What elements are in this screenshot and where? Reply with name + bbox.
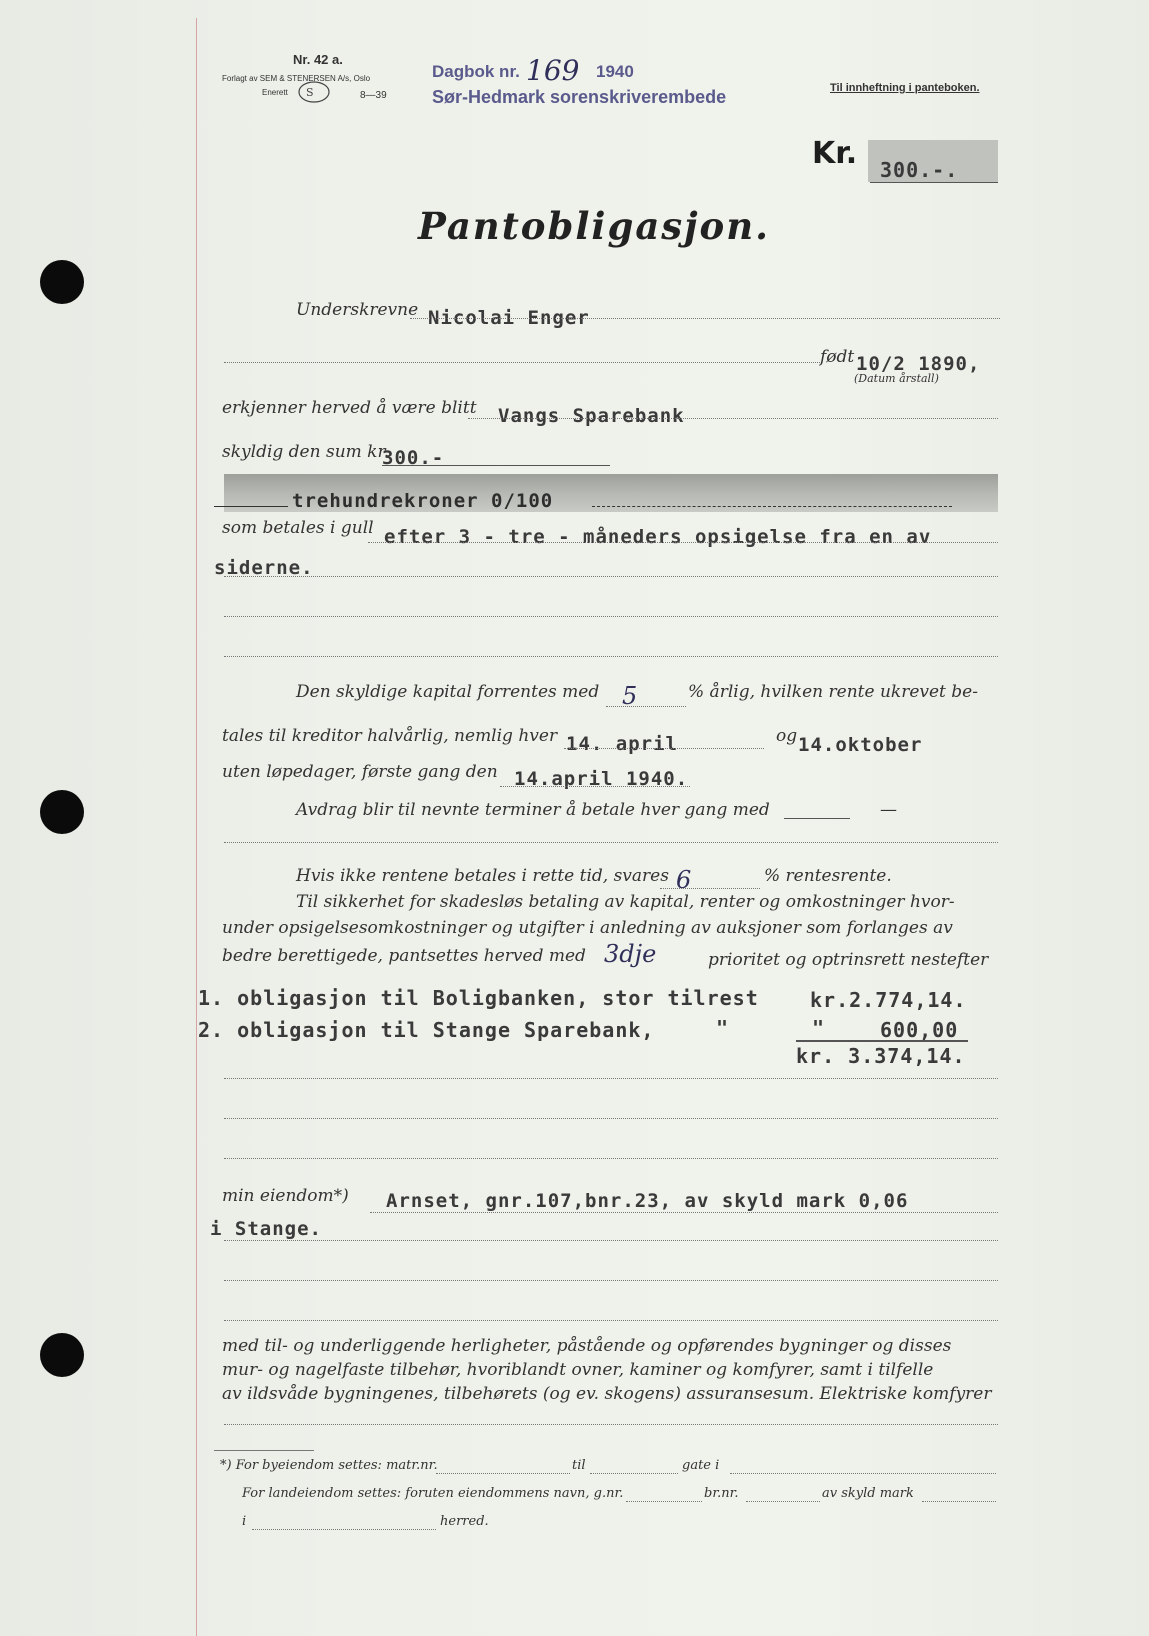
prior-obligation-2-ditto-2: " xyxy=(812,1016,826,1040)
prior-total: kr. 3.374,14. xyxy=(796,1044,966,1068)
installment-value: — xyxy=(880,800,897,820)
paid-terms-2: siderne. xyxy=(214,557,314,579)
closing-line-2: mur- og nagelfaste tilbehør, hvoriblandt ovner, kaminer og komfyrer, samt i tilfelle xyxy=(222,1360,934,1380)
property-rule-2 xyxy=(224,1240,998,1241)
margin-rule xyxy=(196,18,197,1636)
undersigned-line xyxy=(410,318,1000,319)
closing-line-3: av ildsvåde bygningenes, tilbehørets (og ev. skogens) assuransesum. Elektriske komfyrer xyxy=(222,1384,992,1404)
footnote-2c-line xyxy=(922,1501,996,1502)
prior-blank-line-1 xyxy=(224,1078,998,1079)
footnote-1c-line xyxy=(730,1473,996,1474)
owes-value: 300.- xyxy=(382,447,445,469)
paid-line-2 xyxy=(224,576,998,577)
security-line-3a: bedre berettigede, pantsettes herved med xyxy=(222,946,586,966)
property-rule-1 xyxy=(370,1212,998,1213)
footnote-rule xyxy=(214,1450,314,1451)
interest-text-2: % årlig, hvilken rente ukrevet be- xyxy=(688,682,978,702)
punch-hole-bottom xyxy=(40,1333,84,1377)
form-number: Nr. 42 a. xyxy=(293,52,343,67)
interest-rate: 5 xyxy=(622,682,638,710)
dagbok-label: Dagbok nr. xyxy=(432,62,520,81)
closing-blank-line xyxy=(224,1424,998,1425)
punch-hole-top xyxy=(40,260,84,304)
paid-terms-1: efter 3 - tre - måneders opsigelse fra en av xyxy=(384,526,932,548)
property-line-2: i Stange. xyxy=(210,1218,322,1240)
publisher-date: 8—39 xyxy=(360,90,387,101)
prior-blank-line-3 xyxy=(224,1158,998,1159)
pay-date-1: 14. april xyxy=(566,733,678,755)
amount-words-dash-left xyxy=(214,506,288,507)
interest-rate-line xyxy=(606,706,686,707)
footnote-2a-line xyxy=(626,1501,702,1502)
footnote-2b-line xyxy=(746,1501,820,1502)
blank-line xyxy=(224,362,820,363)
footnote-2c: av skyld mark xyxy=(822,1486,914,1501)
born-label: født xyxy=(820,347,855,367)
creditor-line xyxy=(468,418,998,419)
security-line-3b: prioritet og optrinsrett nestefter xyxy=(708,950,989,970)
pay-and: og xyxy=(776,726,798,746)
installment-text: Avdrag blir til nevnte terminer å betale hver gang med xyxy=(296,800,770,820)
undersigned-label: Underskrevne xyxy=(296,300,419,320)
prior-obligation-2: 2. obligasjon til Stange Sparebank, xyxy=(198,1018,655,1042)
security-line-2: under opsigelsesomkostninger og utgifter i anledning av auksjoner som forlanges av xyxy=(222,918,953,938)
property-label: min eiendom*) xyxy=(222,1186,349,1206)
born-note: (Datum årstall) xyxy=(854,372,939,385)
pay-date-1-line xyxy=(564,748,764,749)
late-text-2: % rentesrente. xyxy=(764,866,892,886)
late-rate-line xyxy=(660,888,760,889)
footnote-1a: *) For byeiendom settes: matr.nr. xyxy=(220,1458,438,1473)
pay-text-1: tales til kreditor halvårlig, nemlig hver xyxy=(222,726,558,746)
dagbok-year: 1940 xyxy=(596,62,634,81)
footnote-3a-line xyxy=(252,1529,436,1530)
amount-words-dash-right xyxy=(592,506,952,507)
prior-sum-rule xyxy=(796,1040,968,1042)
dagbok-number: 169 xyxy=(526,54,580,87)
amount-value: 300.-. xyxy=(880,158,959,182)
late-text-1: Hvis ikke rentene betales i rette tid, svares xyxy=(296,866,669,886)
paid-line-1 xyxy=(368,542,998,543)
paid-line-3 xyxy=(224,616,998,617)
binding-note: Til innheftning i panteboken. xyxy=(830,82,980,94)
undersigned-name: Nicolai Enger xyxy=(428,307,590,329)
owes-label: skyldig den sum kr. xyxy=(222,442,390,462)
svg-text:S: S xyxy=(306,86,314,99)
prior-obligation-1: 1. obligasjon til Boligbanken, stor tilrest xyxy=(198,986,759,1010)
footnote-3b: herred. xyxy=(440,1514,489,1529)
interest-text-1: Den skyldige kapital forrentes med xyxy=(296,682,600,702)
priority-value: 3dje xyxy=(604,940,657,968)
creditor-name: Vangs Sparebank xyxy=(498,405,685,427)
late-rate: 6 xyxy=(676,866,692,894)
footnote-3a: i xyxy=(242,1514,247,1529)
punch-hole-middle xyxy=(40,790,84,834)
footnote-2b: br.nr. xyxy=(704,1486,739,1501)
property-rule-4 xyxy=(224,1320,998,1321)
installment-line xyxy=(784,818,850,819)
amount-label: Kr. xyxy=(812,136,858,171)
owes-line xyxy=(382,465,610,466)
pay-date-2: 14.oktober xyxy=(798,734,923,756)
footnote-1a-line xyxy=(436,1473,570,1474)
property-rule-3 xyxy=(224,1280,998,1281)
document-title: Pantobligasjon. xyxy=(418,204,770,248)
footnote-1b-line xyxy=(590,1473,678,1474)
acknowledge-label: erkjenner herved å være blitt xyxy=(222,398,477,418)
prior-obligation-1-amount: kr.2.774,14. xyxy=(810,988,967,1012)
publisher-line: Forlagt av SEM & STENERSEN A/s, Oslo xyxy=(222,74,371,83)
born-value: 10/2 1890, xyxy=(856,353,981,375)
amount-underline xyxy=(870,182,998,183)
footnote-1c: gate i xyxy=(682,1458,720,1473)
paid-label: som betales i gull xyxy=(222,518,374,538)
security-line-1: Til sikkerhet for skadesløs betaling av kapital, renter og omkostninger hvor- xyxy=(296,892,955,912)
prior-obligation-2-amount: 600,00 xyxy=(880,1018,959,1042)
paid-line-4 xyxy=(224,656,998,657)
closing-line-1: med til- og underliggende herligheter, påstående og opførendes bygninger og disses xyxy=(222,1336,952,1356)
publisher-enerett: Enerett xyxy=(262,88,288,97)
footnote-2a: For landeiendom settes: foruten eiendommens navn, g.nr. xyxy=(242,1486,624,1501)
first-date: 14.april 1940. xyxy=(514,768,689,790)
property-line-1: Arnset, gnr.107,bnr.23, av skyld mark 0,06 xyxy=(386,1190,909,1212)
installment-blank-line xyxy=(224,842,998,843)
prior-blank-line-2 xyxy=(224,1118,998,1119)
amount-words: trehundrekroner 0/100 xyxy=(292,490,554,512)
prior-obligation-2-ditto-1: " xyxy=(716,1016,730,1040)
first-date-line xyxy=(500,786,690,787)
first-text: uten løpedager, første gang den xyxy=(222,762,498,782)
footnote-1b: til xyxy=(572,1458,586,1473)
office-stamp: Sør-Hedmark sorenskriverembede xyxy=(432,87,727,107)
publisher-logo-icon xyxy=(297,80,331,104)
